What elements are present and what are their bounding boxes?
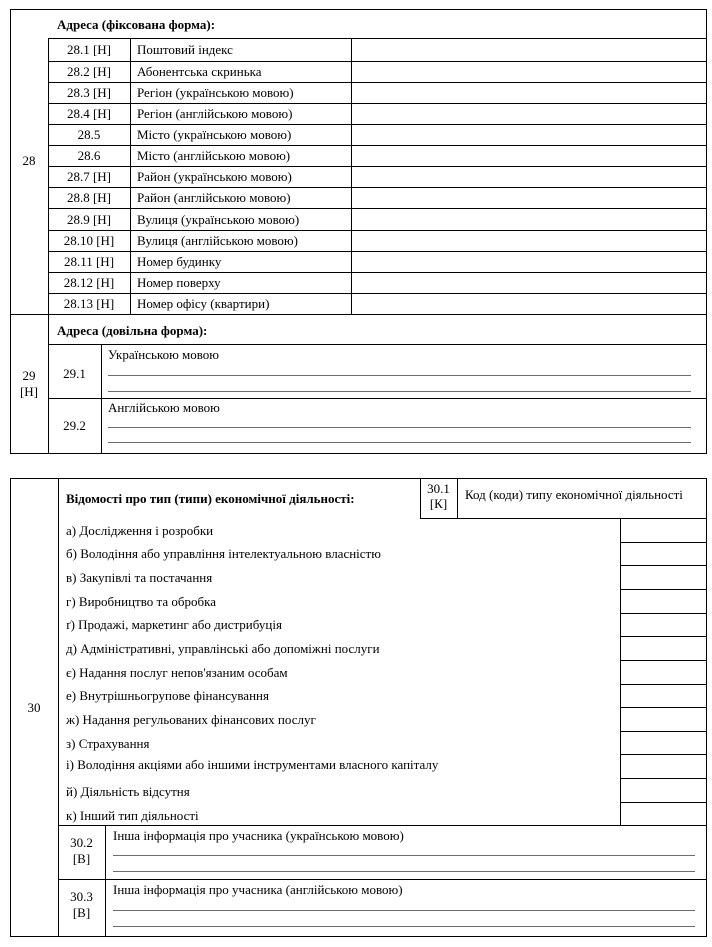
field-30-2-input-line[interactable] [113,871,695,872]
activity-label: ґ) Продажі, маркетинг або дистрибуція [66,617,282,632]
row-value-input[interactable] [352,82,707,103]
row-divider [48,166,707,167]
row-divider [48,145,707,146]
section-30-number: 30 [27,700,41,715]
address-row [48,230,707,251]
address-row [48,208,707,230]
activity-label: з) Страхування [66,736,150,751]
row-divider [48,272,707,273]
row-value-input[interactable] [352,61,707,82]
address-row [48,82,707,103]
field-29-1-label: Українською мовою [108,347,220,362]
activity-label: в) Закупівлі та постачання [66,570,213,585]
activity-label: к) Інший тип діяльності [66,808,199,823]
address-row [48,103,707,124]
row-code: 28.2 [Н] [66,64,112,79]
field-30-2-input-line[interactable] [113,855,695,856]
field-30-3-marker: [В] [72,905,91,920]
address-row [48,251,707,272]
activity-label: а) Дослідження і розробки [66,523,214,538]
field-29-1-input-line[interactable] [108,391,691,392]
row-code: 28.10 [Н] [63,233,115,248]
row-code: 28.4 [Н] [66,106,112,121]
row-value-input[interactable] [352,166,707,187]
row-value-input[interactable] [352,251,707,272]
divider [48,344,707,345]
row-label: Номер поверху [137,275,221,290]
field-29-2-label: Англійською мовою [108,400,220,415]
row-divider [620,684,707,685]
row-code: 28.5 [77,127,101,142]
activity-label: г) Виробництво та обробка [66,594,216,609]
row-value-input[interactable] [352,145,707,166]
row-value-input[interactable] [352,103,707,124]
activity-checkbox-cell[interactable] [620,684,707,707]
section-28-number: 28 [22,153,36,168]
row-divider [620,707,707,708]
row-code: 28.7 [Н] [66,169,112,184]
row-divider [48,187,707,188]
row-divider [620,636,707,637]
row-divider [620,731,707,732]
activity-label: й) Діяльність відсутня [66,784,190,799]
row-value-input[interactable] [352,187,707,208]
row-code: 28.8 [Н] [66,190,112,205]
address-row [48,124,707,145]
field-29-2-input-line[interactable] [108,427,691,428]
field-29-2-code: 29.2 [63,418,86,433]
field-30-1-code: 30.1 [427,481,450,496]
number-column-divider [58,478,59,937]
row-label: Місто (англійською мовою) [137,148,291,163]
row-value-input[interactable] [352,230,707,251]
row-divider [48,208,707,209]
row-value-input[interactable] [352,38,707,61]
code-column-divider [101,344,102,454]
row-value-input[interactable] [352,208,707,230]
activity-label: д) Адміністративні, управлінські або допоміжні послуги [66,641,380,656]
activity-checkbox-cell[interactable] [620,778,707,802]
section-29-number: 29 [22,368,36,383]
address-row [48,293,707,314]
divider [58,825,707,826]
row-divider [620,754,707,755]
address-row [48,166,707,187]
activity-checkbox-cell[interactable] [620,636,707,660]
divider [457,478,458,518]
section-30-title: Відомості про тип (типи) економічної діяльності: [66,491,355,506]
divider [58,879,707,880]
field-29-1-code: 29.1 [63,366,86,381]
field-30-1-marker: [К] [429,496,448,511]
row-divider [48,61,707,62]
field-30-2-marker: [В] [72,851,91,866]
divider [10,314,707,315]
row-divider [48,124,707,125]
row-value-input[interactable] [352,272,707,293]
row-label: Район (українською мовою) [137,169,292,184]
field-30-3-input-line[interactable] [113,910,695,911]
activity-checkbox-cell[interactable] [620,660,707,684]
field-30-3-input-line[interactable] [113,926,695,927]
row-label: Абонентська скринька [137,64,262,79]
row-code: 28.13 [Н] [63,296,115,311]
field-30-3-label: Інша інформація про учасника (англійською мовою) [113,882,403,897]
row-divider [48,251,707,252]
code-column-divider [105,825,106,937]
row-code: 28.12 [Н] [63,275,115,290]
row-code: 28.9 [Н] [66,211,112,227]
row-value-input[interactable] [352,124,707,145]
address-row [48,272,707,293]
row-label: Район (англійською мовою) [137,190,291,205]
section-29-title: Адреса (довільна форма): [57,323,208,338]
row-label: Регіон (англійською мовою) [137,106,293,121]
row-label: Номер офісу (квартири) [137,296,270,311]
field-30-2-label: Інша інформація про учасника (українською мовою) [113,828,404,843]
row-divider [48,230,707,231]
divider [48,398,707,399]
row-label: Номер будинку [137,254,222,269]
row-label: Регіон (українською мовою) [137,85,294,100]
activity-checkbox-cell[interactable] [620,542,707,565]
field-30-2-code: 30.2 [70,835,93,850]
section-28-title: Адреса (фіксована форма): [57,17,216,32]
row-divider [620,542,707,543]
activity-label: б) Володіння або управління інтелектуальною власністю [66,546,381,561]
row-divider [620,613,707,614]
row-divider [620,802,707,803]
address-row [48,145,707,166]
row-label: Вулиця (українською мовою) [137,211,300,227]
row-divider [620,565,707,566]
activity-label: є) Надання послуг непов'язаним особам [66,665,288,680]
row-divider [48,293,707,294]
activity-checkbox-cell[interactable] [620,754,707,778]
section-29-marker: [Н] [19,384,39,399]
row-label: Поштовий індекс [137,42,233,57]
row-code: 28.6 [77,148,101,163]
activity-label: е) Внутрішньогрупове фінансування [66,688,269,703]
field-30-3-code: 30.3 [70,889,93,904]
address-row [48,38,707,61]
field-29-1-input-line[interactable] [108,375,691,376]
row-code: 28.3 [Н] [66,85,112,100]
activity-checkbox-cell[interactable] [620,613,707,636]
activity-label: і) Володіння акціями або іншими інструментами власного капіталу [66,757,439,772]
address-row [48,61,707,82]
row-divider [620,778,707,779]
row-divider [620,660,707,661]
row-code: 28.1 [Н] [66,42,112,57]
activity-checkbox-cell[interactable] [620,565,707,589]
activity-label: ж) Надання регульованих фінансових послуг [66,712,316,727]
row-value-input[interactable] [352,293,707,314]
activity-checkbox-cell[interactable] [620,731,707,754]
row-label: Вулиця (англійською мовою) [137,233,298,248]
row-divider [48,82,707,83]
address-row [48,187,707,208]
row-code: 28.11 [Н] [63,254,115,269]
activity-checkbox-cell[interactable] [620,802,707,825]
activity-checkbox-cell[interactable] [620,707,707,731]
row-divider [48,103,707,104]
field-30-1-label: Код (коди) типу економічної діяльності [465,487,683,502]
activity-checkbox-cell[interactable] [620,589,707,613]
row-label: Місто (українською мовою) [137,127,292,142]
row-divider [620,589,707,590]
field-29-2-input-line[interactable] [108,442,691,443]
activity-checkbox-cell[interactable] [620,518,707,542]
